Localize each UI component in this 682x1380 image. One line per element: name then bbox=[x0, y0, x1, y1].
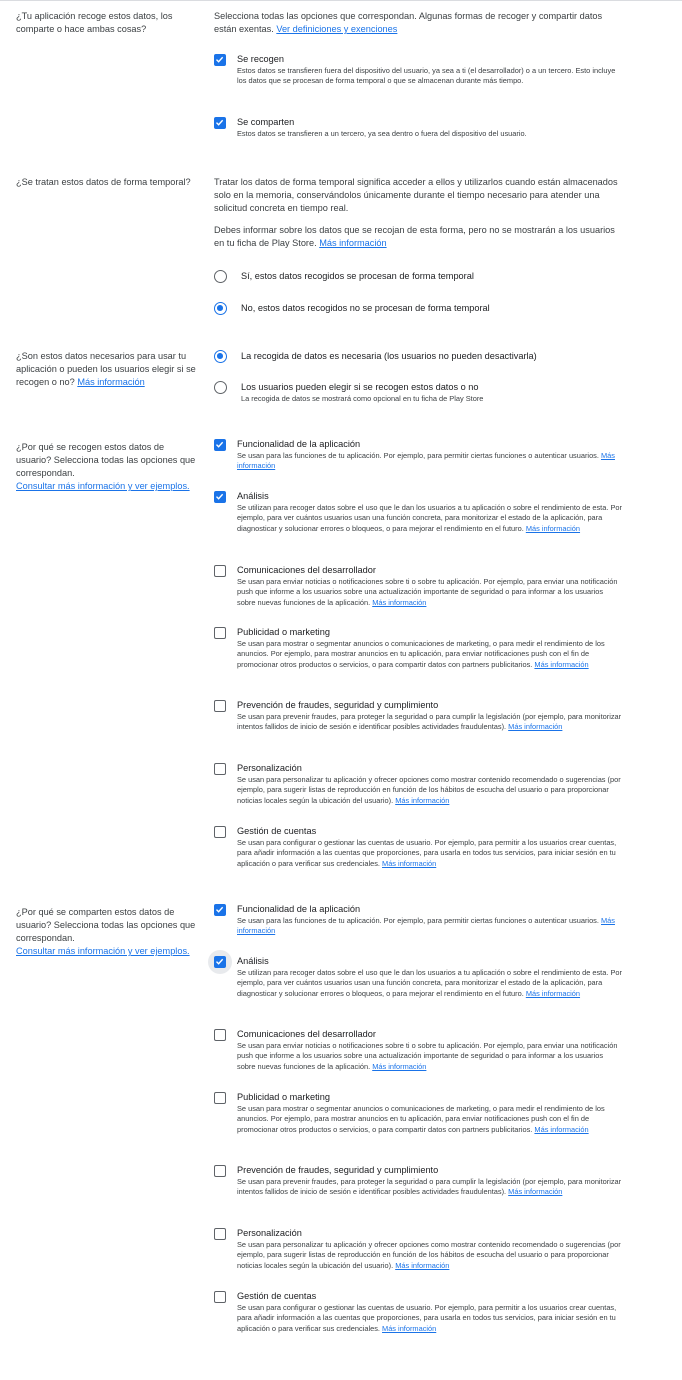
required-more-info-link[interactable]: Más información bbox=[77, 377, 145, 387]
more-info-link[interactable]: Más información bbox=[237, 451, 615, 471]
collect-share-question bbox=[16, 10, 196, 36]
collect-purpose-examples-link[interactable]: Consultar más información y ver ejemplos. bbox=[16, 481, 190, 491]
option-label: Personalización bbox=[237, 1228, 302, 1238]
option-label: Sí, estos datos recogidos se procesan de forma temporal bbox=[241, 271, 474, 281]
fraud-prevention-checkbox[interactable] bbox=[214, 700, 226, 712]
collect-purpose-question bbox=[16, 441, 196, 493]
personalization-checkbox[interactable] bbox=[214, 1228, 226, 1240]
question-text: ¿Se tratan estos datos de forma temporal? bbox=[16, 177, 191, 187]
option-description: Se usan para enviar noticias o notificaciones sobre ti o sobre tu aplicación. Por ejemplo, para enviar una notificación push que informe a los usuarios sobre una actualización importante de seguridad o para informar a los usuarios sobre nuevas funciones de la aplicación. bbox=[237, 577, 618, 607]
option-description: Se usan para personalizar tu aplicación y ofrecer opciones como mostrar contenido recomendado o sugerencias (por ejemplo, para sugerir listas de reproducción en función de los hábitos de escucha del usuario o para proporcionar noticias locales según la ubicación del usuario). bbox=[237, 775, 621, 805]
ephemeral-more-info-link[interactable]: Más información bbox=[319, 238, 387, 248]
option-label: No, estos datos recogidos no se procesan de forma temporal bbox=[241, 303, 490, 313]
more-info-link[interactable]: Más información bbox=[534, 1124, 589, 1134]
option-description: Se usan para las funciones de tu aplicación. Por ejemplo, para permitir ciertas funciones o autenticar usuarios. bbox=[237, 451, 599, 460]
option-description: Estos datos se transfieren a un tercero, ya sea dentro o fuera del dispositivo del usuario. bbox=[237, 129, 527, 138]
more-info-link[interactable]: Más información bbox=[237, 916, 615, 936]
ephemeral-paragraph-2: Debes informar sobre los datos que se recojan de esta forma, pero no se mostrarán a los usuarios en tu ficha de Play Store. bbox=[214, 225, 615, 248]
definitions-link[interactable]: Ver definiciones y exenciones bbox=[276, 24, 398, 34]
more-info-link[interactable]: Más información bbox=[534, 659, 589, 669]
fraud-prevention-checkbox[interactable] bbox=[214, 1165, 226, 1177]
ephemeral-paragraph-1: Tratar los datos de forma temporal significa acceder a ellos y utilizarlos cuando están almacenados solo en la memoria, conservándolos únicamente durante el tiempo necesario para atender una solicitud concreta en tiempo real. bbox=[214, 177, 618, 213]
optional-radio[interactable] bbox=[214, 381, 227, 394]
more-info-link[interactable]: Más información bbox=[525, 523, 581, 533]
question-text: ¿Por qué se comparten estos datos de usuario? Selecciona todas las opciones que correspondan. bbox=[16, 907, 196, 943]
more-info-link[interactable]: Más información bbox=[382, 858, 437, 868]
option-label: Se comparten bbox=[237, 117, 295, 127]
collected-checkbox[interactable] bbox=[214, 54, 226, 66]
personalization-checkbox[interactable] bbox=[214, 763, 226, 775]
option-description: Se usan para prevenir fraudes, para proteger la seguridad o para cumplir la legislación (por ejemplo, para monitorizar intentos fallidos de inicio de sesión e identificar posibles actividades fraudulentas). bbox=[237, 1177, 622, 1197]
option-description: Se usan para las funciones de tu aplicación. Por ejemplo, para permitir ciertas funciones o autenticar usuarios. bbox=[237, 916, 599, 925]
option-label: Gestión de cuentas bbox=[237, 826, 317, 836]
option-label: Comunicaciones del desarrollador bbox=[237, 1029, 376, 1039]
account-management-checkbox[interactable] bbox=[214, 826, 226, 838]
question-text: ¿Tu aplicación recoge estos datos, los comparte o hace ambas cosas? bbox=[16, 11, 173, 34]
option-description: La recogida de datos se mostrará como opcional en tu ficha de Play Store bbox=[241, 394, 484, 403]
more-info-link[interactable]: Más información bbox=[372, 597, 427, 607]
option-label: Personalización bbox=[237, 763, 302, 773]
option-label: Se recogen bbox=[237, 54, 284, 64]
option-label: La recogida de datos es necesaria (los usuarios no pueden desactivarla) bbox=[241, 351, 537, 361]
required-question bbox=[16, 350, 196, 389]
question-text: ¿Son estos datos necesarios para usar tu aplicación o pueden los usuarios elegir si se recogen o no? bbox=[16, 351, 196, 387]
intro-text: Selecciona todas las opciones que correspondan. Algunas formas de recoger y compartir datos están exentas. bbox=[214, 11, 603, 34]
ephemeral-yes-radio[interactable] bbox=[214, 270, 227, 283]
option-label: Gestión de cuentas bbox=[237, 1291, 317, 1301]
shared-checkbox[interactable] bbox=[214, 117, 226, 129]
option-description: Se usan para configurar o gestionar las cuentas de usuario. Por ejemplo, para permitir a los usuarios crear cuentas, para añadir información a las cuentas que proporciones, para usarla en todos tus servicios, para iniciar sesión en tu aplicación o para verificar sus credenciales. bbox=[237, 838, 617, 868]
functionality-checkbox[interactable] bbox=[214, 904, 226, 916]
ephemeral-question bbox=[16, 176, 196, 189]
question-text: ¿Por qué se recogen estos datos de usuario? Selecciona todas las opciones que correspondan. bbox=[16, 442, 196, 478]
more-info-link[interactable]: Más información bbox=[508, 722, 563, 732]
option-description: Se usan para mostrar o segmentar anuncios o comunicaciones de marketing, o para medir el rendimiento de los anuncios. Por ejemplo, para mostrar anuncios en tu aplicación, para enviar notificaciones push con el fin de promocionar otros productos o servicios, o para compartir datos con partners publicitarios. bbox=[237, 639, 605, 669]
functionality-checkbox[interactable] bbox=[214, 439, 226, 451]
option-label: Los usuarios pueden elegir si se recogen estos datos o no bbox=[241, 382, 479, 392]
account-management-checkbox[interactable] bbox=[214, 1291, 226, 1303]
option-description: Se utilizan para recoger datos sobre el uso que le dan los usuarios a tu aplicación o sobre el rendimiento de esta. Por ejemplo, para ver cuántos usuarios usan una función concreta, para monitorizar el estado de la aplicación, para diagnosticar y solucionar errores o bloqueos, o para mejorar el rendimiento en el futuro. bbox=[237, 503, 622, 533]
top-divider bbox=[0, 0, 682, 2]
option-label: Publicidad o marketing bbox=[237, 627, 330, 637]
developer-comms-checkbox[interactable] bbox=[214, 1029, 226, 1041]
option-description: Estos datos se transfieren fuera del dispositivo del usuario, ya sea a ti (el desarrollador) o a un tercero. Esto incluye los datos que se procesan de forma temporal o que se almacenan durante más tiempo. bbox=[237, 66, 616, 86]
more-info-link[interactable]: Más información bbox=[525, 988, 581, 998]
option-label: Análisis bbox=[237, 491, 269, 501]
developer-comms-checkbox[interactable] bbox=[214, 565, 226, 577]
share-purpose-question bbox=[16, 906, 196, 958]
option-description: Se usan para mostrar o segmentar anuncios o comunicaciones de marketing, o para medir el rendimiento de los anuncios. Por ejemplo, para mostrar anuncios en tu aplicación, para enviar notificaciones push con el fin de promocionar otros productos o servicios, o para compartir datos con partners publicitarios. bbox=[237, 1104, 605, 1134]
analytics-checkbox[interactable] bbox=[214, 491, 226, 503]
ephemeral-explanation bbox=[214, 176, 624, 250]
analytics-checkbox[interactable] bbox=[214, 956, 226, 968]
more-info-link[interactable]: Más información bbox=[395, 795, 450, 805]
option-description: Se usan para personalizar tu aplicación y ofrecer opciones como mostrar contenido recomendado o sugerencias (por ejemplo, para sugerir listas de reproducción en función de los hábitos de escucha del usuario o para proporcionar noticias locales según la ubicación del usuario). bbox=[237, 1240, 621, 1270]
option-label: Prevención de fraudes, seguridad y cumplimiento bbox=[237, 700, 439, 710]
option-label: Publicidad o marketing bbox=[237, 1092, 330, 1102]
option-description: Se usan para enviar noticias o notificaciones sobre ti o sobre tu aplicación. Por ejemplo, para enviar una notificación push que informe a los usuarios sobre una actualización importante de seguridad o para informar a los usuarios sobre nuevas funciones de la aplicación. bbox=[237, 1041, 618, 1071]
advertising-checkbox[interactable] bbox=[214, 1092, 226, 1104]
more-info-link[interactable]: Más información bbox=[395, 1260, 450, 1270]
option-description: Se utilizan para recoger datos sobre el uso que le dan los usuarios a tu aplicación o sobre el rendimiento de esta. Por ejemplo, para ver cuántos usuarios usan una función concreta, para monitorizar el estado de la aplicación, para diagnosticar y solucionar errores o bloqueos, o para mejorar el rendimiento en el futuro. bbox=[237, 968, 622, 998]
option-label: Funcionalidad de la aplicación bbox=[237, 904, 361, 914]
option-label: Comunicaciones del desarrollador bbox=[237, 565, 376, 575]
more-info-link[interactable]: Más información bbox=[508, 1187, 563, 1197]
more-info-link[interactable]: Más información bbox=[382, 1323, 437, 1333]
option-label: Análisis bbox=[237, 956, 269, 966]
share-purpose-examples-link[interactable]: Consultar más información y ver ejemplos. bbox=[16, 946, 190, 956]
option-description: Se usan para prevenir fraudes, para proteger la seguridad o para cumplir la legislación (por ejemplo, para monitorizar intentos fallidos de inicio de sesión e identificar posibles actividades fraudulentas). bbox=[237, 712, 622, 732]
option-description: Se usan para configurar o gestionar las cuentas de usuario. Por ejemplo, para permitir a los usuarios crear cuentas, para añadir información a las cuentas que proporciones, para usarla en todos tus servicios, para iniciar sesión en tu aplicación o para verificar sus credenciales. bbox=[237, 1303, 617, 1333]
option-label: Funcionalidad de la aplicación bbox=[237, 439, 361, 449]
required-radio[interactable] bbox=[214, 350, 227, 363]
advertising-checkbox[interactable] bbox=[214, 627, 226, 639]
option-label: Prevención de fraudes, seguridad y cumplimiento bbox=[237, 1165, 439, 1175]
more-info-link[interactable]: Más información bbox=[372, 1061, 427, 1071]
ephemeral-no-radio[interactable] bbox=[214, 302, 227, 315]
collect-share-intro bbox=[214, 10, 624, 36]
